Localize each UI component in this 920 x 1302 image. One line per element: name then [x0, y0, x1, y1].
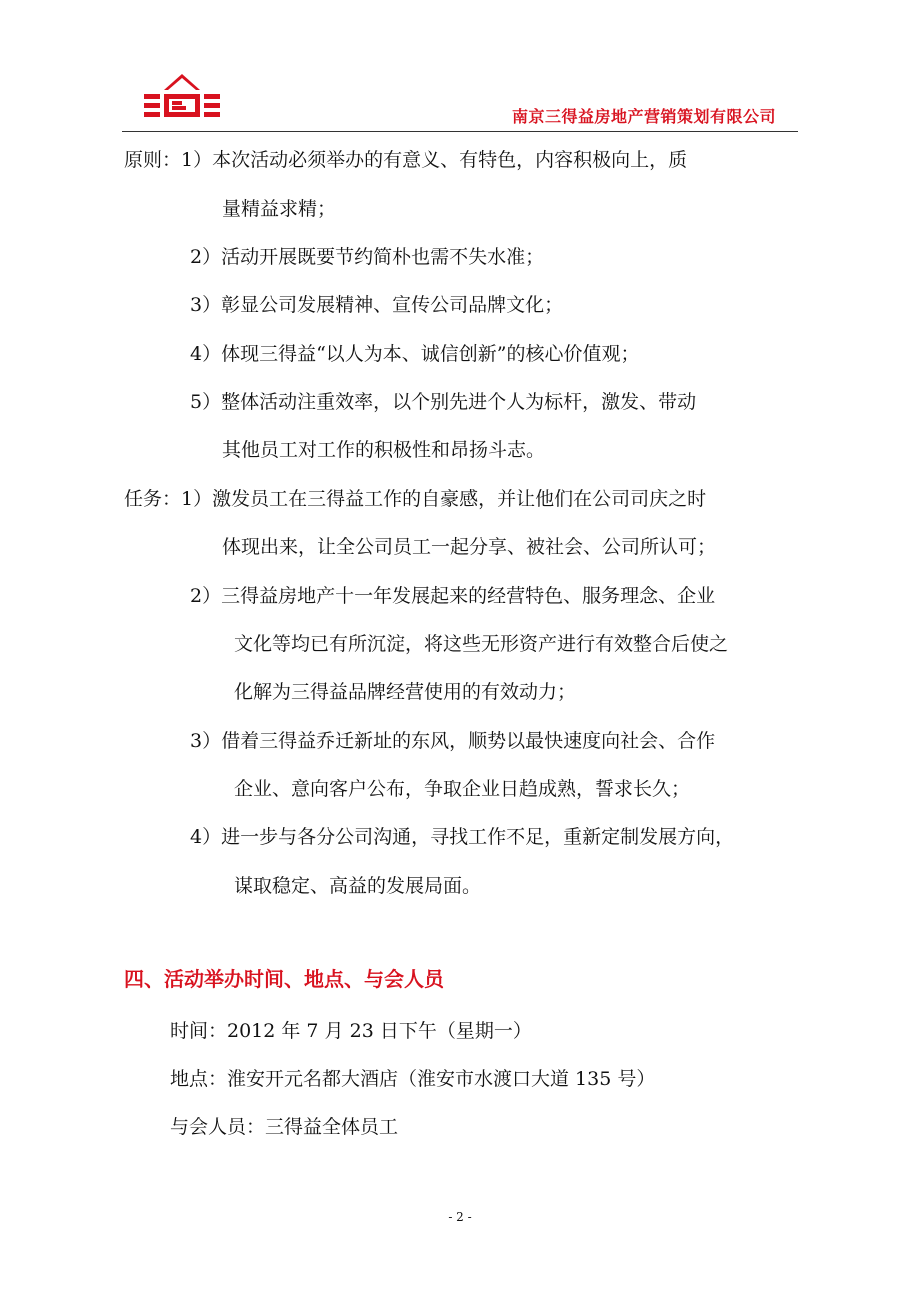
event-attendees: 与会人员：三得益全体员工 — [170, 1116, 399, 1138]
principle-line: 原则：1）本次活动必须举办的有意义、有特色，内容积极向上，质 — [124, 149, 688, 171]
principle-line: 5）整体活动注重效率，以个别先进个人为标杆，激发、带动 — [190, 391, 697, 413]
task-line: 化解为三得益品牌经营使用的有效动力； — [234, 681, 577, 703]
principle-line: 4）体现三得益“以人为本、诚信创新”的核心价值观； — [190, 343, 640, 365]
principle-line: 2）活动开展既要节约简朴也需不失水准； — [190, 246, 545, 268]
event-time: 时间：2012 年 7 月 23 日下午（星期一） — [170, 1020, 532, 1042]
event-place: 地点：淮安开元名都大酒店（淮安市水渡口大道 135 号） — [170, 1068, 656, 1090]
page-number: - 2 - — [448, 1210, 472, 1224]
task-line: 3）借着三得益乔迁新址的东风，顺势以最快速度向社会、合作 — [190, 730, 716, 752]
section-heading: 四、活动举办时间、地点、与会人员 — [124, 967, 444, 991]
task-line: 文化等均已有所沉淀，将这些无形资产进行有效整合后使之 — [234, 633, 729, 655]
task-line: 谋取稳定、高益的发展局面。 — [234, 875, 482, 897]
task-line: 4）进一步与各分公司沟通，寻找工作不足，重新定制发展方向， — [190, 826, 735, 848]
header-divider — [122, 131, 798, 132]
principle-line: 量精益求精； — [222, 198, 337, 220]
company-name: 南京三得益房地产营销策划有限公司 — [511, 107, 776, 126]
task-line: 任务：1）激发员工在三得益工作的自豪感，并让他们在公司司庆之时 — [124, 488, 707, 510]
principle-line: 其他员工对工作的积极性和昂扬斗志。 — [222, 439, 546, 461]
principle-line: 3）彰显公司发展精神、宣传公司品牌文化； — [190, 294, 564, 316]
task-line: 体现出来，让全公司员工一起分享、被社会、公司所认可； — [222, 536, 717, 558]
company-logo-icon — [142, 70, 222, 124]
task-line: 企业、意向客户公布，争取企业日趋成熟，誓求长久； — [234, 778, 691, 800]
task-line: 2）三得益房地产十一年发展起来的经营特色、服务理念、企业 — [190, 585, 716, 607]
